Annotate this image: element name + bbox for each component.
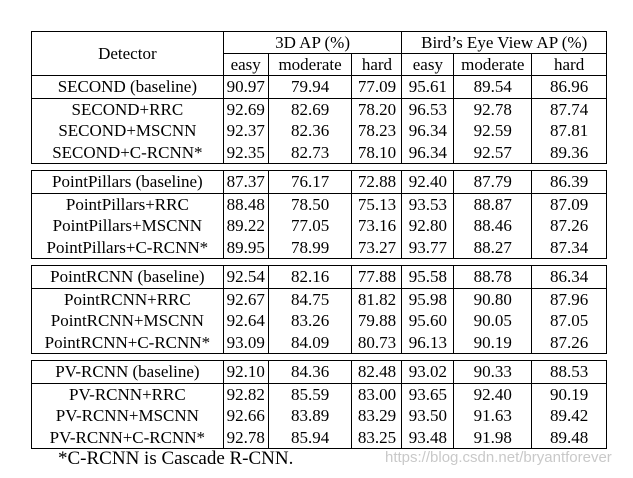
value-cell: 82.16 (268, 266, 352, 289)
detector-name: PointPillars+MSCNN (32, 215, 224, 237)
value-cell: 83.25 (352, 427, 402, 449)
subheader-cell: moderate (454, 54, 532, 76)
detector-name: PV-RCNN (baseline) (32, 361, 224, 384)
table-row (32, 288, 607, 310)
value-cell: 77.88 (352, 266, 402, 289)
value-cell: 82.73 (268, 142, 352, 164)
value-cell: 87.09 (532, 193, 607, 215)
value-cell: 92.67 (223, 288, 268, 310)
detector-header: Detector (32, 32, 224, 76)
subheader-cell: moderate (268, 54, 352, 76)
value-cell: 92.82 (223, 383, 268, 405)
table-row (32, 383, 607, 405)
value-cell: 92.66 (223, 405, 268, 427)
value-cell: 95.60 (402, 310, 454, 332)
header-row (32, 32, 607, 54)
value-cell: 92.40 (454, 383, 532, 405)
value-cell: 89.22 (223, 215, 268, 237)
value-cell: 86.39 (532, 171, 607, 194)
baseline-row (32, 171, 607, 194)
group-gap-cell (32, 164, 607, 171)
value-cell: 96.13 (402, 332, 454, 354)
group-gap (32, 354, 607, 361)
table-row (32, 427, 607, 449)
value-cell: 83.29 (352, 405, 402, 427)
baseline-row (32, 266, 607, 289)
table-row (32, 142, 607, 164)
value-cell: 88.48 (223, 193, 268, 215)
value-cell: 93.02 (402, 361, 454, 384)
value-cell: 89.54 (454, 76, 532, 99)
value-cell: 86.34 (532, 266, 607, 289)
detector-name: PointRCNN+C-RCNN* (32, 332, 224, 354)
subheader-cell: easy (223, 54, 268, 76)
value-cell: 87.26 (532, 215, 607, 237)
value-cell: 88.87 (454, 193, 532, 215)
value-cell: 92.57 (454, 142, 532, 164)
detector-name: PV-RCNN+RRC (32, 383, 224, 405)
value-cell: 87.74 (532, 98, 607, 120)
subheader-cell: easy (402, 54, 454, 76)
value-cell: 86.96 (532, 76, 607, 99)
value-cell: 87.37 (223, 171, 268, 194)
value-cell: 92.37 (223, 120, 268, 142)
detector-name: SECOND+C-RCNN* (32, 142, 224, 164)
value-cell: 92.54 (223, 266, 268, 289)
value-cell: 77.05 (268, 215, 352, 237)
value-cell: 87.79 (454, 171, 532, 194)
value-cell: 96.53 (402, 98, 454, 120)
value-cell: 87.81 (532, 120, 607, 142)
value-cell: 92.78 (223, 427, 268, 449)
value-cell: 92.80 (402, 215, 454, 237)
detector-name: PointRCNN+RRC (32, 288, 224, 310)
value-cell: 78.20 (352, 98, 402, 120)
value-cell: 90.19 (532, 383, 607, 405)
value-cell: 78.99 (268, 237, 352, 259)
value-cell: 96.34 (402, 120, 454, 142)
value-cell: 84.36 (268, 361, 352, 384)
value-cell: 84.75 (268, 288, 352, 310)
value-cell: 82.48 (352, 361, 402, 384)
value-cell: 93.77 (402, 237, 454, 259)
table-row (32, 310, 607, 332)
group-gap-cell (32, 259, 607, 266)
value-cell: 92.64 (223, 310, 268, 332)
value-cell: 87.96 (532, 288, 607, 310)
table-row (32, 215, 607, 237)
detector-name: PV-RCNN+C-RCNN* (32, 427, 224, 449)
subheader-cell: hard (532, 54, 607, 76)
table-row (32, 120, 607, 142)
baseline-row (32, 361, 607, 384)
detector-name: PV-RCNN+MSCNN (32, 405, 224, 427)
value-cell: 90.33 (454, 361, 532, 384)
detector-name: PointRCNN (baseline) (32, 266, 224, 289)
detector-name: PointRCNN+MSCNN (32, 310, 224, 332)
value-cell: 85.59 (268, 383, 352, 405)
value-cell: 89.36 (532, 142, 607, 164)
group-gap-cell (32, 354, 607, 361)
value-cell: 95.58 (402, 266, 454, 289)
detector-name: SECOND (baseline) (32, 76, 224, 99)
table-row (32, 405, 607, 427)
group-header-bev: Bird’s Eye View AP (%) (402, 32, 607, 54)
value-cell: 89.42 (532, 405, 607, 427)
detector-name: SECOND+RRC (32, 98, 224, 120)
value-cell: 78.10 (352, 142, 402, 164)
value-cell: 90.19 (454, 332, 532, 354)
value-cell: 78.23 (352, 120, 402, 142)
value-cell: 90.80 (454, 288, 532, 310)
value-cell: 73.27 (352, 237, 402, 259)
value-cell: 83.00 (352, 383, 402, 405)
value-cell: 96.34 (402, 142, 454, 164)
value-cell: 95.61 (402, 76, 454, 99)
value-cell: 75.13 (352, 193, 402, 215)
value-cell: 83.89 (268, 405, 352, 427)
value-cell: 80.73 (352, 332, 402, 354)
group-gap (32, 259, 607, 266)
detector-name: SECOND+MSCNN (32, 120, 224, 142)
value-cell: 87.26 (532, 332, 607, 354)
value-cell: 78.50 (268, 193, 352, 215)
value-cell: 88.53 (532, 361, 607, 384)
group-header-3d: 3D AP (%) (223, 32, 402, 54)
value-cell: 73.16 (352, 215, 402, 237)
value-cell: 87.34 (532, 237, 607, 259)
value-cell: 82.69 (268, 98, 352, 120)
value-cell: 77.09 (352, 76, 402, 99)
watermark: https://blog.csdn.net/bryantforever (385, 449, 612, 466)
value-cell: 93.65 (402, 383, 454, 405)
value-cell: 87.05 (532, 310, 607, 332)
subheader-cell: hard (352, 54, 402, 76)
value-cell: 93.50 (402, 405, 454, 427)
value-cell: 92.78 (454, 98, 532, 120)
baseline-row (32, 76, 607, 99)
value-cell: 92.10 (223, 361, 268, 384)
value-cell: 76.17 (268, 171, 352, 194)
value-cell: 79.94 (268, 76, 352, 99)
value-cell: 90.97 (223, 76, 268, 99)
value-cell: 93.09 (223, 332, 268, 354)
value-cell: 89.95 (223, 237, 268, 259)
detector-name: PointPillars (baseline) (32, 171, 224, 194)
value-cell: 91.98 (454, 427, 532, 449)
detector-name: PointPillars+C-RCNN* (32, 237, 224, 259)
value-cell: 92.40 (402, 171, 454, 194)
value-cell: 84.09 (268, 332, 352, 354)
value-cell: 81.82 (352, 288, 402, 310)
value-cell: 88.78 (454, 266, 532, 289)
results-table (31, 31, 607, 449)
value-cell: 93.53 (402, 193, 454, 215)
value-cell: 85.94 (268, 427, 352, 449)
table-row (32, 193, 607, 215)
value-cell: 92.69 (223, 98, 268, 120)
table-row (32, 237, 607, 259)
value-cell: 82.36 (268, 120, 352, 142)
value-cell: 89.48 (532, 427, 607, 449)
value-cell: 72.88 (352, 171, 402, 194)
value-cell: 95.98 (402, 288, 454, 310)
table-row (32, 98, 607, 120)
value-cell: 92.59 (454, 120, 532, 142)
value-cell: 90.05 (454, 310, 532, 332)
value-cell: 92.35 (223, 142, 268, 164)
detector-name: PointPillars+RRC (32, 193, 224, 215)
value-cell: 83.26 (268, 310, 352, 332)
value-cell: 88.46 (454, 215, 532, 237)
value-cell: 91.63 (454, 405, 532, 427)
value-cell: 79.88 (352, 310, 402, 332)
value-cell: 93.48 (402, 427, 454, 449)
table-row (32, 332, 607, 354)
table-footnote: *C-RCNN is Cascade R-CNN. (58, 448, 294, 469)
value-cell: 88.27 (454, 237, 532, 259)
group-gap (32, 164, 607, 171)
